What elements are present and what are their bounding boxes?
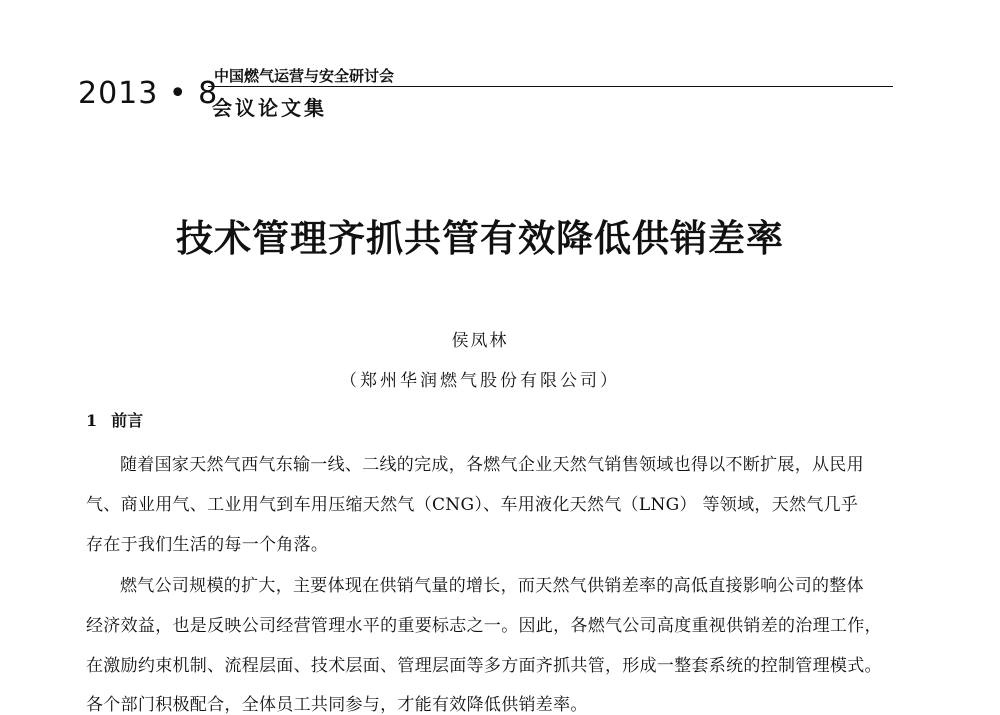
- paragraph-line: 燃气公司规模的扩大，主要体现在供销气量的增长，而天然气供销差率的高低直接影响公司的整体: [120, 576, 864, 596]
- paragraph-line: 各个部门积极配合，全体员工共同参与，才能有效降低供销差率。: [86, 695, 588, 715]
- paragraph-line: 随着国家天然气西气东输一线、二线的完成，各燃气企业天然气销售领域也得以不断扩展，从民用: [120, 455, 864, 475]
- paragraph-line: 经济效益，也是反映公司经营管理水平的重要标志之一。因此，各燃气公司高度重视供销差的治理工作，: [86, 616, 882, 636]
- paragraph-line: 存在于我们生活的每一个角落。: [86, 535, 329, 555]
- paper-title: 技术管理齐抓共管有效降低供销差率: [176, 217, 784, 260]
- section-heading: [86, 408, 143, 431]
- paper-affiliation: （郑州华润燃气股份有限公司）: [340, 371, 620, 391]
- header-rule-divider: [208, 86, 893, 87]
- section-title: 前言: [111, 411, 144, 430]
- header-conference-name: 中国燃气运营与安全研讨会: [214, 67, 395, 85]
- header-proceedings-label: 会议论文集: [212, 96, 327, 120]
- paragraph-line: 气、商业用气、工业用气到车用压缩天然气（CNG）、车用液化天然气（LNG） 等领域，天然气几乎: [86, 495, 859, 515]
- section-number: 1: [86, 411, 98, 430]
- paper-author: 侯凤林: [451, 331, 509, 351]
- header-year-issue: 2013 • 8: [78, 76, 219, 111]
- paragraph-line: 在激励约束机制、流程层面、技术层面、管理层面等多方面齐抓共管，形成一整套系统的控制管理模式。: [86, 656, 882, 676]
- running-header: [78, 60, 893, 120]
